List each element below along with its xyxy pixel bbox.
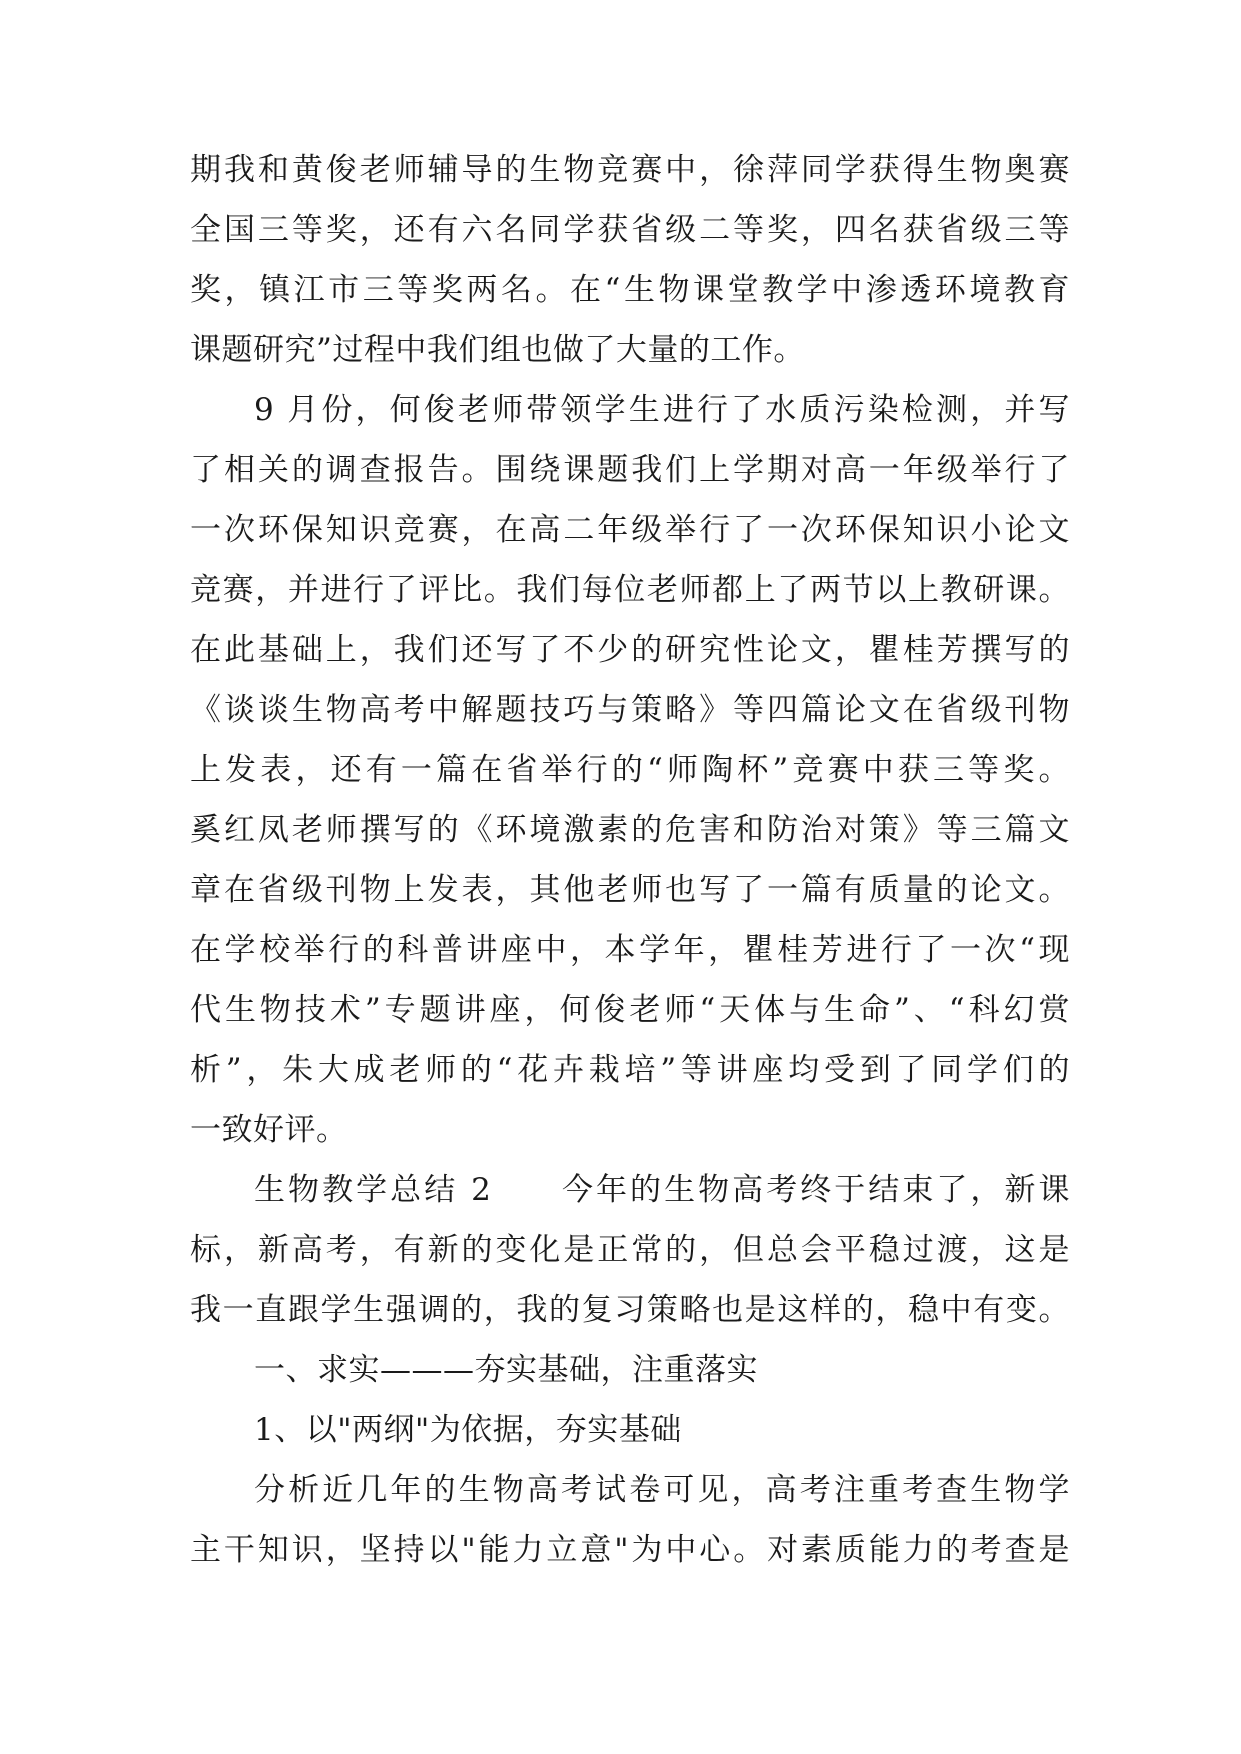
- section-heading-line: 生物教学总结 2 今年的生物高考终于结束了，新课: [254, 1172, 1070, 1208]
- text-line: 了相关的调查报告。围绕课题我们上学期对高一年级举行了: [190, 452, 1070, 488]
- text-line: 主干知识，坚持以"能力立意"为中心。对素质能力的考查是: [190, 1532, 1070, 1568]
- text-line: 课题研究”过程中我们组也做了大量的工作。: [190, 332, 805, 368]
- subheading-line: 1、以"两纲"为依据，夯实基础: [254, 1412, 682, 1448]
- text-line: 标，新高考，有新的变化是正常的，但总会平稳过渡，这是: [190, 1232, 1070, 1268]
- text-line: 在此基础上，我们还写了不少的研究性论文，瞿桂芳撰写的: [190, 632, 1070, 668]
- text-line: 全国三等奖，还有六名同学获省级二等奖，四名获省级三等: [190, 212, 1070, 248]
- text-line: 代生物技术”专题讲座，何俊老师“天体与生命”、“科幻赏: [190, 992, 1070, 1028]
- text-line: 我一直跟学生强调的，我的复习策略也是这样的，稳中有变。: [190, 1292, 1070, 1328]
- text-line: 章在省级刊物上发表，其他老师也写了一篇有质量的论文。: [190, 872, 1070, 908]
- text-line: 分析近几年的生物高考试卷可见，高考注重考查生物学: [254, 1472, 1070, 1508]
- text-line: 一次环保知识竞赛，在高二年级举行了一次环保知识小论文: [190, 512, 1070, 548]
- text-line: 在学校举行的科普讲座中，本学年，瞿桂芳进行了一次“现: [190, 932, 1070, 968]
- text-line: 上发表，还有一篇在省举行的“师陶杯”竞赛中获三等奖。: [190, 752, 1070, 788]
- document-page: [190, 140, 1070, 1580]
- text-line: 9 月份，何俊老师带领学生进行了水质污染检测，并写: [254, 392, 1070, 428]
- text-line: 析”，朱大成老师的“花卉栽培”等讲座均受到了同学们的: [190, 1052, 1070, 1088]
- text-line: 期我和黄俊老师辅导的生物竞赛中，徐萍同学获得生物奥赛: [190, 152, 1070, 188]
- text-line: 竞赛，并进行了评比。我们每位老师都上了两节以上教研课。: [190, 572, 1070, 608]
- subheading-line: 一、求实———夯实基础，注重落实: [254, 1352, 758, 1388]
- text-line: 奖，镇江市三等奖两名。在“生物课堂教学中渗透环境教育: [190, 272, 1070, 308]
- text-line: 奚红凤老师撰写的《环境激素的危害和防治对策》等三篇文: [190, 812, 1070, 848]
- text-line: 《谈谈生物高考中解题技巧与策略》等四篇论文在省级刊物: [190, 692, 1070, 728]
- text-line: 一致好评。: [190, 1112, 348, 1148]
